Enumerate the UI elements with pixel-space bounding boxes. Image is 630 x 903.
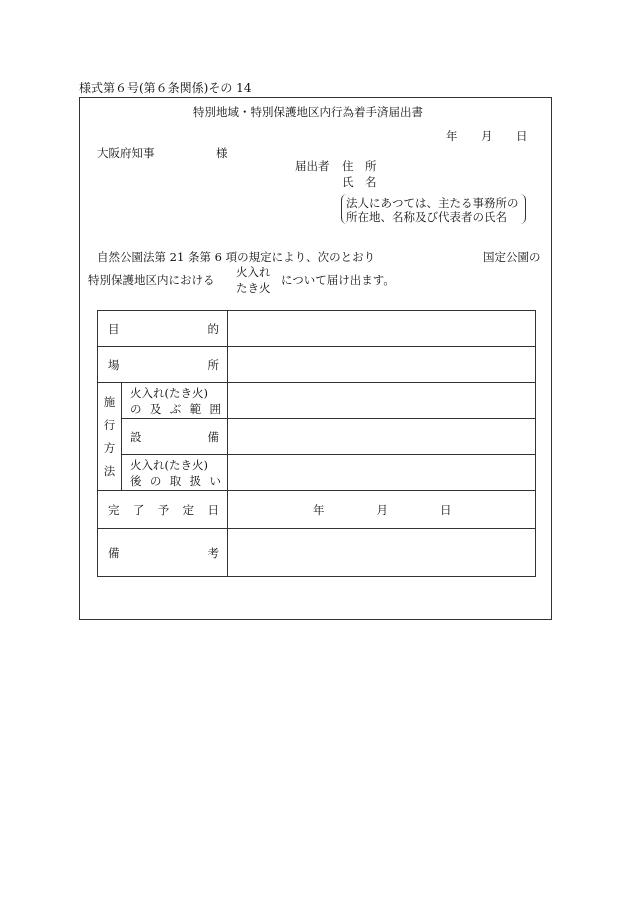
row-equipment xyxy=(98,419,536,455)
completion-char: 予 xyxy=(157,502,170,517)
purpose-field[interactable] xyxy=(228,311,536,347)
body-line2-suffix: について届け出ます。 xyxy=(281,273,395,287)
range-char: ぶ xyxy=(169,401,182,416)
form-table xyxy=(97,310,536,577)
row-purpose xyxy=(98,311,536,347)
act-option-fire: 火入れ xyxy=(236,265,271,279)
after-char: 取 xyxy=(169,473,182,488)
range-label-line1: 火入れ(たき火) xyxy=(130,385,208,400)
addressee-honorific: 様 xyxy=(216,146,228,160)
method-char-1: 施 xyxy=(103,394,116,409)
purpose-label-2: 的 xyxy=(207,321,219,336)
method-label xyxy=(98,383,122,491)
row-range xyxy=(98,383,536,419)
after-label-line1: 火入れ(たき火) xyxy=(130,457,208,472)
after-field[interactable] xyxy=(228,455,536,491)
place-label-1: 場 xyxy=(108,357,120,372)
method-char-3: 方 xyxy=(103,440,116,455)
name-label: 氏 名 xyxy=(342,175,377,189)
header-day: 日 xyxy=(516,129,528,143)
remarks-field[interactable] xyxy=(228,529,536,577)
applicant-label: 届出者 xyxy=(295,159,330,173)
completion-day: 日 xyxy=(440,502,452,517)
equipment-label-2: 備 xyxy=(207,429,219,444)
form-title: 特別地域・特別保護地区内行為着手済届出書 xyxy=(193,105,423,119)
corporate-note-line1: 法人にあつては、主たる事務所の xyxy=(346,196,519,210)
form-number: 様式第６号(第６条関係)その 14 xyxy=(79,81,252,95)
range-field[interactable] xyxy=(228,383,536,419)
completion-char: 定 xyxy=(182,502,195,517)
remarks-label-2: 考 xyxy=(207,545,219,560)
corporate-note-line2: 所在地、名称及び代表者の氏名 xyxy=(346,210,507,224)
completion-year: 年 xyxy=(313,502,325,517)
range-char: 及 xyxy=(149,401,162,416)
header-year: 年 xyxy=(446,129,458,143)
after-char: い xyxy=(209,473,221,488)
range-char: 囲 xyxy=(209,401,221,416)
act-option-bonfire: たき火 xyxy=(236,281,271,295)
after-char: の xyxy=(149,473,162,488)
method-char-2: 行 xyxy=(103,417,116,432)
row-place xyxy=(98,347,536,383)
equipment-field[interactable] xyxy=(228,419,536,455)
completion-char: 了 xyxy=(132,502,145,517)
completion-month: 月 xyxy=(376,502,388,517)
header-month: 月 xyxy=(481,129,493,143)
remarks-label-1: 備 xyxy=(108,545,120,560)
range-char: の xyxy=(130,401,142,416)
place-field[interactable] xyxy=(228,347,536,383)
addressee-name: 大阪府知事 xyxy=(97,146,155,160)
method-char-4: 法 xyxy=(103,463,116,478)
purpose-label-1: 目 xyxy=(108,321,120,336)
equipment-label-1: 設 xyxy=(130,429,142,444)
completion-field[interactable] xyxy=(228,491,536,529)
completion-char: 完 xyxy=(108,502,120,517)
range-char: 範 xyxy=(189,401,202,416)
body-line2-prefix: 特別保護地区内における xyxy=(88,273,215,287)
row-remarks xyxy=(98,529,536,577)
park-type: 国定公園の xyxy=(483,250,541,264)
after-char: 後 xyxy=(130,473,142,488)
completion-char: 日 xyxy=(207,502,219,517)
body-line1: 自然公園法第 21 条第 6 項の規定により、次のとおり xyxy=(97,250,376,264)
row-completion xyxy=(98,491,536,529)
place-label-2: 所 xyxy=(207,357,219,372)
address-label: 住 所 xyxy=(342,159,377,173)
after-char: 扱 xyxy=(189,473,202,488)
row-after xyxy=(98,455,536,491)
